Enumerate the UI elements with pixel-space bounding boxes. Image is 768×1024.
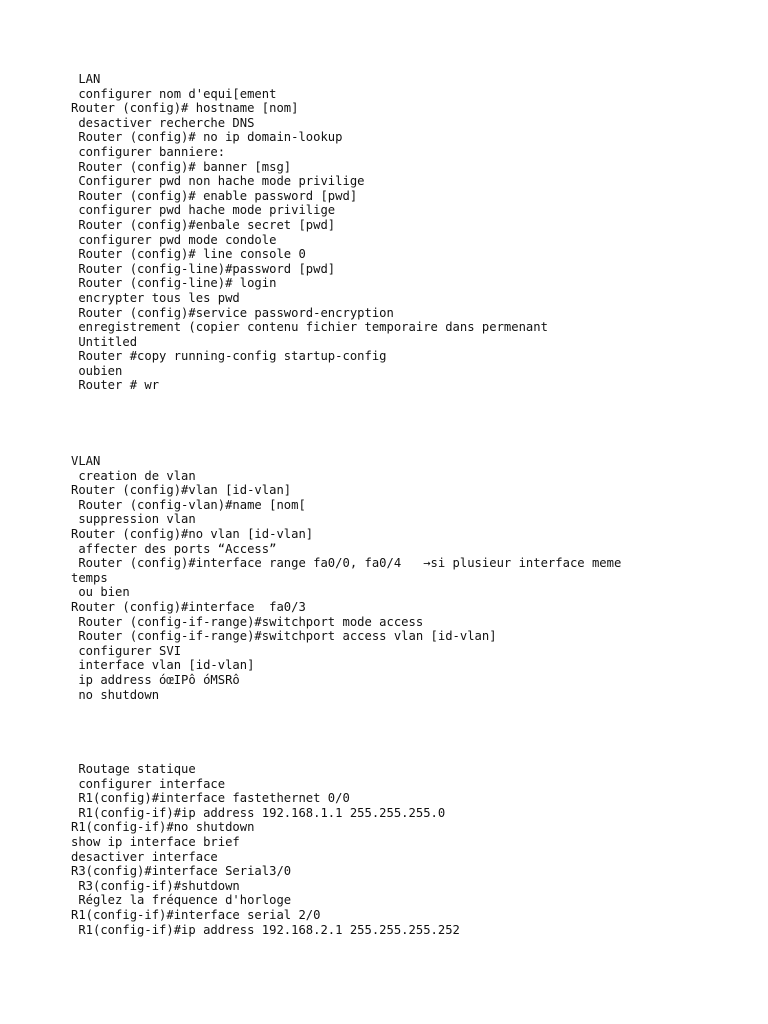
- vlan-line: Router (config)#no vlan [id-vlan]: [71, 526, 314, 541]
- lan-line: desactiver recherche DNS: [71, 115, 255, 130]
- routage-line: Routage statique: [71, 762, 196, 776]
- vlan-line: Router (config-if-range)#switchport mode access: [71, 614, 424, 629]
- vlan-line: no shutdown: [71, 687, 160, 702]
- routage-line: R3(config)#interface Serial3/0: [71, 864, 292, 879]
- lan-line: Router (config)# line console 0: [71, 247, 306, 262]
- lan-line: Router (config-line)#password [pwd]: [71, 261, 336, 276]
- vlan-line: affecter des ports “Access”: [71, 541, 277, 556]
- routage-line: R1(config-if)#no shutdown: [71, 820, 255, 835]
- lan-line: Router #copy running-config startup-config: [71, 349, 387, 364]
- routage-line: configurer interface: [71, 776, 226, 791]
- routage-line: R1(config)#interface fastethernet 0/0: [71, 791, 350, 806]
- vlan-line: Router (config)#interface fa0/3: [71, 599, 306, 614]
- lan-line: Router (config)# enable password [pwd]: [71, 188, 358, 203]
- lan-line: LAN: [71, 72, 101, 86]
- lan-line: Router (config-line)# login: [71, 276, 277, 291]
- vlan-line: temps: [71, 570, 108, 585]
- lan-line: oubien: [71, 363, 123, 378]
- routage-line: R3(config-if)#shutdown: [71, 878, 240, 893]
- vlan-line: Router (config)#vlan [id-vlan]: [71, 483, 292, 498]
- vlan-line: Router (config-vlan)#name [nom[: [71, 497, 306, 512]
- lan-line: configurer banniere:: [71, 144, 226, 159]
- section-vlan: [71, 454, 751, 702]
- routage-line: R1(config-if)#ip address 192.168.2.1 255.255.255.252: [71, 922, 460, 937]
- section-routage: [71, 762, 751, 937]
- routage-line: Réglez la fréquence d'horloge: [71, 893, 292, 908]
- lan-line: enregistrement (copier contenu fichier temporaire dans permenant: [71, 320, 548, 335]
- lan-line: Router (config)#enbale secret [pwd]: [71, 217, 336, 232]
- routage-line: R1(config-if)#ip address 192.168.1.1 255.255.255.0: [71, 805, 446, 820]
- routage-line: R1(config-if)#interface serial 2/0: [71, 907, 321, 922]
- lan-line: configurer nom d'equi[ement: [71, 86, 277, 101]
- section-lan: [71, 72, 751, 393]
- vlan-line: interface vlan [id-vlan]: [71, 658, 255, 673]
- vlan-line: suppression vlan: [71, 512, 196, 527]
- lan-line: Untitled: [71, 334, 138, 349]
- vlan-line: configurer SVI: [71, 643, 182, 658]
- routage-line: desactiver interface: [71, 849, 218, 864]
- vlan-line: Router (config-if-range)#switchport access vlan [id-vlan]: [71, 629, 497, 644]
- vlan-line: ip address óœIPô óMSRô: [71, 672, 240, 687]
- lan-line: Router (config)# hostname [nom]: [71, 101, 299, 116]
- lan-line: configurer pwd mode condole: [71, 232, 277, 247]
- lan-line: Router (config)# no ip domain-lookup: [71, 130, 343, 145]
- lan-line: Router (config)# banner [msg]: [71, 159, 292, 174]
- lan-line: Router (config)#service password-encryption: [71, 305, 394, 320]
- vlan-line: creation de vlan: [71, 468, 196, 483]
- vlan-line: Router (config)#interface range fa0/0, fa0/4 →si plusieur interface meme: [71, 556, 622, 571]
- lan-line: encrypter tous les pwd: [71, 290, 240, 305]
- vlan-line: VLAN: [71, 454, 101, 468]
- lan-line: Configurer pwd non hache mode privilige: [71, 174, 365, 189]
- vlan-line: ou bien: [71, 585, 130, 600]
- lan-line: configurer pwd hache mode privilige: [71, 203, 336, 218]
- lan-line: Router # wr: [71, 378, 160, 393]
- routage-line: show ip interface brief: [71, 834, 240, 849]
